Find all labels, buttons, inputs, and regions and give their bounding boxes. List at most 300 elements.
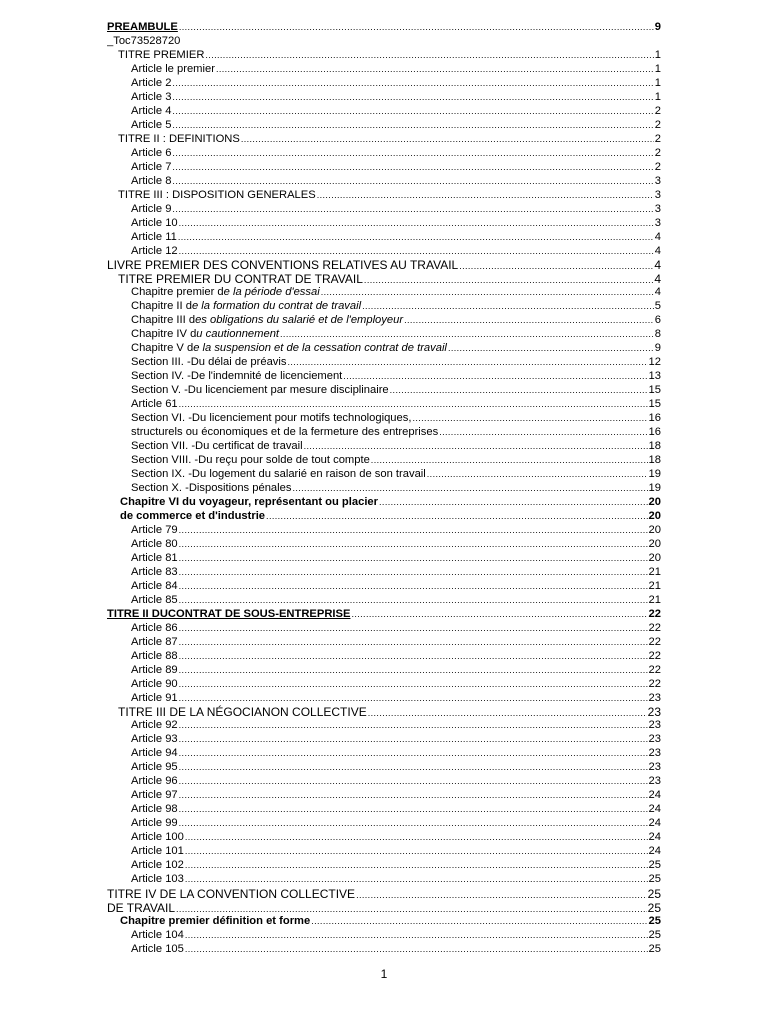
dot-leader [179,761,648,775]
toc-entry-page: 4 [654,272,661,287]
dot-leader [439,426,647,440]
toc-entry-page: 18 [648,454,661,467]
toc-entry-page: 23 [648,719,661,732]
toc-entry-title: Article 96 [131,775,178,788]
dot-leader [179,524,648,538]
toc-entry-page: 21 [648,565,661,578]
toc-entry[interactable] [107,566,661,580]
toc-entry-title: Section V. -Du licenciement par mesure disciplinaire [131,384,389,397]
toc-entry-title: LIVRE PREMIER DES CONVENTIONS RELATIVES AU TRAVAIL [107,258,459,273]
toc-entry[interactable] [107,901,661,915]
dot-leader [179,650,648,664]
toc-entry-label [131,482,291,496]
dot-leader [179,594,648,608]
toc-entry-page: 24 [648,789,661,802]
toc-entry-page: 19 [648,481,661,494]
toc-entry-title: TITRE PREMIER [118,48,205,61]
toc-entry-label [131,370,342,384]
toc-entry[interactable] [107,594,661,608]
toc-entry[interactable] [107,650,661,664]
dot-leader [179,817,648,831]
toc-entry-page: 22 [648,607,661,620]
toc-entry-title-italic: es obligations du salarié et de l'employeur [195,314,404,327]
toc-entry-label [131,440,303,454]
toc-entry[interactable] [107,231,661,245]
dot-leader [205,49,653,63]
toc-entry-label [107,21,178,35]
toc-entry-page: 2 [654,118,661,131]
toc-entry[interactable] [107,272,661,286]
toc-entry-title: _Toc73528720 [107,34,181,47]
toc-entry-title: Article 102 [131,859,184,872]
toc-entry-title: Article 80 [131,537,178,550]
dot-leader [179,775,648,789]
dot-leader [172,91,653,105]
toc-entry[interactable] [107,859,661,873]
toc-entry-label [131,119,171,133]
dot-leader [185,929,648,943]
toc-entry-label [131,328,279,342]
toc-entry[interactable] [107,286,661,300]
toc-entry-page: 6 [654,314,661,327]
toc-entry-title: Article 83 [131,565,178,578]
toc-entry-title: de commerce et d'industrie [120,509,266,522]
toc-entry[interactable] [107,454,661,468]
toc-entry-title: Article 103 [131,873,184,886]
toc-entry-label [107,35,180,49]
toc-entry-page: 23 [648,691,661,704]
toc-entry[interactable] [107,538,661,552]
toc-entry-label [131,552,178,566]
toc-entry-page: 24 [648,817,661,830]
toc-entry-label [131,217,178,231]
toc-entry-label [118,272,363,286]
toc-entry[interactable] [107,245,661,259]
toc-entry-title: Article 2 [131,76,172,89]
dot-leader [179,733,648,747]
toc-entry-title: Article 105 [131,942,184,955]
toc-entry-label [107,887,355,901]
page-number: 1 [380,967,388,981]
toc-entry-label [131,873,184,887]
toc-entry-page: 20 [648,523,661,536]
toc-entry-page: 15 [648,384,661,397]
toc-entry-page: 1 [654,90,661,103]
toc-entry-page: 20 [648,537,661,550]
dot-leader [179,692,648,706]
toc-entry-page: 20 [648,551,661,564]
toc-entry-label [120,496,378,510]
toc-entry-title: Article 8 [131,174,172,187]
toc-entry-label [131,678,178,692]
toc-entry-page: 22 [648,677,661,690]
toc-entry[interactable] [107,21,661,35]
toc-entry-label [131,314,403,328]
dot-leader [179,566,648,580]
toc-entry-label [131,594,178,608]
dot-leader [351,608,647,622]
toc-entry-label [107,258,458,272]
toc-entry[interactable] [107,482,661,496]
toc-entry[interactable] [107,887,661,901]
toc-entry-title: Article 97 [131,789,178,802]
toc-entry-title: Chapitre premier définition et forme [120,915,311,927]
toc-entry[interactable] [107,747,661,761]
dot-leader [364,274,653,286]
toc-entry-label [131,203,171,217]
toc-entry-title: TITRE PREMIER DU CONTRAT DE TRAVAIL [118,272,363,287]
toc-entry[interactable] [107,77,661,91]
dot-leader [368,707,647,719]
dot-leader [321,286,654,300]
toc-entry-page: 21 [648,579,661,592]
toc-entry-page: 25 [648,873,661,886]
toc-entry[interactable] [107,608,661,622]
dot-leader [185,845,648,859]
dot-leader [179,398,648,412]
toc-entry-title: Section VI. -Du licenciement pour motifs technologiques, [131,412,412,425]
dot-leader [362,300,654,314]
toc-entry-page: 2 [654,132,661,145]
toc-entry-label [131,63,215,77]
toc-entry[interactable] [107,49,661,63]
toc-entry[interactable] [107,412,661,426]
dot-leader [317,189,654,203]
toc-entry-title: Article 11 [131,230,177,243]
toc-entry[interactable] [107,719,661,733]
toc-entry-title: Section VII. -Du certificat de travail [131,440,303,453]
toc-entry[interactable] [107,258,661,272]
toc-entry-page: 24 [648,831,661,844]
toc-entry[interactable] [107,35,661,49]
dot-leader [179,719,648,733]
toc-entry-title: Article 101 [131,845,184,858]
toc-entry[interactable] [107,524,661,538]
toc-entry-title: structurels ou économiques et de la fermeture des entreprises [131,426,439,439]
toc-entry-label [131,761,178,775]
toc-entry[interactable] [107,552,661,566]
toc-entry[interactable] [107,119,661,133]
toc-entry-title-italic: e la période d'essai [223,286,320,299]
toc-entry[interactable] [107,203,661,217]
toc-entry[interactable] [107,342,661,356]
dot-leader [448,342,654,356]
toc-entry-label [131,845,184,859]
dot-leader [179,552,648,566]
toc-entry-page: 5 [654,300,661,313]
toc-entry-page: 22 [648,663,661,676]
toc-entry[interactable] [107,678,661,692]
dot-leader [179,636,648,650]
toc-entry-title: Section X. -Dispositions pénales [131,481,292,494]
toc-entry[interactable] [107,817,661,831]
toc-entry[interactable] [107,147,661,161]
toc-entry-title: Article le premier [131,62,215,75]
dot-leader [172,77,653,91]
toc-entry-title: Section VIII. -Du reçu pour solde de tout compte [131,454,370,467]
toc-entry-label [131,817,178,831]
toc-entry-title: Article 100 [131,831,184,844]
toc-entry-label [120,915,310,929]
toc-entry[interactable] [107,356,661,370]
toc-entry[interactable] [107,496,661,510]
toc-entry-title: Article 61 [131,398,178,411]
toc-entry-title: Article 104 [131,928,184,941]
toc-entry-page: 20 [648,495,661,508]
toc-entry-label [131,175,171,189]
toc-entry-page: 25 [648,942,661,955]
toc-entry-title: Article 89 [131,663,178,676]
toc-entry-title: DE TRAVAIL [107,901,176,915]
toc-entry-label [131,105,171,119]
toc-entry[interactable] [107,636,661,650]
dot-leader [172,203,653,217]
toc-entry-page: 23 [648,761,661,774]
toc-entry[interactable] [107,622,661,636]
toc-entry[interactable] [107,705,661,719]
dot-leader [304,440,648,454]
toc-entry-label [118,189,316,203]
dot-leader [379,496,648,510]
toc-entry-label [131,943,184,957]
toc-entry-label [131,566,178,580]
toc-entry-page: 1 [654,76,661,89]
toc-entry-label [131,426,438,440]
toc-entry-label [131,77,171,91]
toc-entry[interactable] [107,803,661,817]
toc-entry-title-italic: e la suspension et de la cessation contrat de travail [193,342,447,355]
toc-entry-title: Article 92 [131,719,178,732]
toc-entry-label [131,245,178,259]
toc-entry-page: 23 [648,733,661,746]
toc-entry-page: 25 [647,901,661,915]
dot-leader [311,915,647,929]
dot-leader [427,468,648,482]
dot-leader [412,412,647,426]
toc-entry-page: 23 [648,747,661,760]
toc-entry-label [131,831,184,845]
toc-entry[interactable] [107,217,661,231]
toc-entry-label [131,384,389,398]
toc-entry-title: Section IV. -De l'indemnité de licenciement [131,370,343,383]
toc-entry-label [131,454,370,468]
dot-leader [172,161,653,175]
toc-entry-label [131,580,178,594]
toc-entry-title: Article 94 [131,747,178,760]
toc-entry-title: TITRE III DE LA NÉGOCIANON COLLECTIVE [118,705,367,720]
toc-entry-title: Chapitre II d [131,300,192,313]
dot-leader [404,314,654,328]
toc-entry-page: 4 [654,230,661,243]
toc-entry-title: Article 98 [131,803,178,816]
toc-entry-page: 24 [648,803,661,816]
dot-leader [185,873,648,887]
dot-leader [185,859,648,873]
dot-leader [292,482,647,496]
toc-entry[interactable] [107,831,661,845]
toc-entry[interactable] [107,175,661,189]
toc-entry-page: 23 [648,775,661,788]
toc-entry-title: Article 79 [131,523,178,536]
toc-entry[interactable] [107,63,661,77]
dot-leader [179,803,648,817]
toc-entry-label [131,859,184,873]
dot-leader [179,747,648,761]
dot-leader [172,147,653,161]
toc-entry[interactable] [107,775,661,789]
toc-entry-page: 8 [654,328,661,341]
toc-entry-label [131,719,178,733]
dot-leader [266,510,648,524]
toc-entry-label [107,901,175,915]
dot-leader [172,105,653,119]
toc-entry-page: 3 [654,216,661,229]
dot-leader [459,260,653,272]
toc-entry-page: 1 [654,48,661,61]
toc-entry[interactable] [107,845,661,859]
toc-entry-title: Chapitre V d [131,342,194,355]
toc-entry-page: 2 [654,146,661,159]
toc-entry-label [131,803,178,817]
toc-entry-title: Chapitre IV d [131,328,197,341]
toc-entry[interactable] [107,468,661,482]
toc-entry[interactable] [107,314,661,328]
dot-leader [176,903,647,915]
dot-leader [241,133,654,147]
toc-entry-page: 13 [648,370,661,383]
toc-entry[interactable] [107,929,661,943]
dot-leader [179,245,654,259]
toc-entry[interactable] [107,873,661,887]
toc-entry[interactable] [107,580,661,594]
toc-entry-page: 19 [648,468,661,480]
toc-entry-label [131,636,178,650]
toc-entry-title: Article 91 [131,691,178,704]
toc-entry[interactable] [107,161,661,175]
toc-entry-page: 16 [648,412,661,425]
toc-entry-page: 4 [654,258,661,273]
toc-entry-title-italic: u cautionnement [196,328,280,341]
toc-entry-label [131,650,178,664]
toc-entry-page: 2 [654,104,661,117]
toc-entry-label [131,775,178,789]
toc-entry-title: Article 5 [131,118,172,131]
toc-entry-page: 4 [654,286,661,299]
toc-entry-label [131,692,178,706]
toc-entry-title: Article 81 [131,551,178,564]
toc-entry-title: Chapitre VI du voyageur, représentant ou placier [120,495,379,508]
toc-entry-label [131,789,178,803]
dot-leader [179,21,654,35]
toc-entry-title: Article 12 [131,244,178,257]
dot-leader [216,63,654,77]
toc-entry-title: TITRE III : DISPOSITION GENERALES [118,188,316,201]
toc-entry[interactable] [107,733,661,747]
toc-entry[interactable] [107,915,661,929]
toc-entry-page: 24 [648,845,661,858]
toc-entry[interactable] [107,384,661,398]
toc-entry[interactable] [107,300,661,314]
toc-entry-title: Article 84 [131,579,178,592]
toc-entry[interactable] [107,943,661,957]
toc-entry[interactable] [107,440,661,454]
toc-entry-title: Section III. -Du délai de préavis [131,356,287,369]
toc-entry-page: 25 [647,887,661,902]
toc-entry-page: 20 [648,509,661,522]
toc-entry-page: 25 [648,915,661,927]
toc-entry-label [131,147,171,161]
toc-entry-title: TITRE IV DE LA CONVENTION COLLECTIVE [107,887,356,902]
toc-entry-page: 2 [654,160,661,173]
dot-leader [179,789,648,803]
toc-entry-page: 16 [648,426,661,439]
toc-entry-page: 18 [648,440,661,453]
toc-entry[interactable] [107,761,661,775]
dot-leader [172,119,653,133]
toc-entry[interactable] [107,789,661,803]
toc-entry-title: Article 3 [131,90,172,103]
toc-entry-title: Chapitre premier d [131,286,224,299]
toc-entry[interactable] [107,664,661,678]
toc-entry-page: 23 [647,705,661,720]
dot-leader [179,217,654,231]
toc-entry-title: Article 10 [131,216,178,229]
dot-leader [390,384,648,398]
toc-entry[interactable] [107,105,661,119]
toc-entry-label [131,342,447,356]
toc-entry[interactable] [107,328,661,342]
toc-entry-title: Article 88 [131,649,178,662]
toc-entry-label [131,161,171,175]
toc-entry[interactable] [107,426,661,440]
toc-entry-title: Article 9 [131,202,172,215]
toc-entry-label [131,524,178,538]
toc-entry-title: Article 7 [131,160,172,173]
toc-entry-page: 4 [654,244,661,257]
toc-entry-title: Article 93 [131,733,178,746]
toc-entry[interactable] [107,370,661,384]
dot-leader [179,580,648,594]
toc-entry-label [131,538,178,552]
toc-entry-page: 9 [654,21,661,33]
toc-entry-title: TITRE II : DEFINITIONS [118,132,240,145]
toc-entry-page: 3 [654,174,661,187]
toc-entry-label [131,664,178,678]
toc-entry-label [131,91,171,105]
toc-entry-title: TITRE II DUCONTRAT DE SOUS-ENTREPRISE [107,607,351,620]
toc-entry[interactable] [107,91,661,105]
toc-entry-title: Section IX. -Du logement du salarié en raison de son travail [131,468,426,480]
toc-entry-page: 25 [648,859,661,872]
toc-entry[interactable] [107,692,661,706]
toc-entry[interactable] [107,133,661,147]
toc-entry-label [131,929,184,943]
toc-entry-label [131,231,177,245]
toc-entry[interactable] [107,189,661,203]
toc-entry[interactable] [107,510,661,524]
dot-leader [178,231,654,245]
toc-entry-title: Article 95 [131,761,178,774]
dot-leader [185,831,648,845]
dot-leader [179,664,648,678]
toc-entry[interactable] [107,398,661,412]
toc-entry-label [131,412,411,426]
toc-entry-title: Article 86 [131,621,178,634]
dot-leader [179,678,648,692]
table-of-contents [107,21,661,957]
toc-entry-label [131,300,361,314]
toc-entry-title: Article 87 [131,635,178,648]
